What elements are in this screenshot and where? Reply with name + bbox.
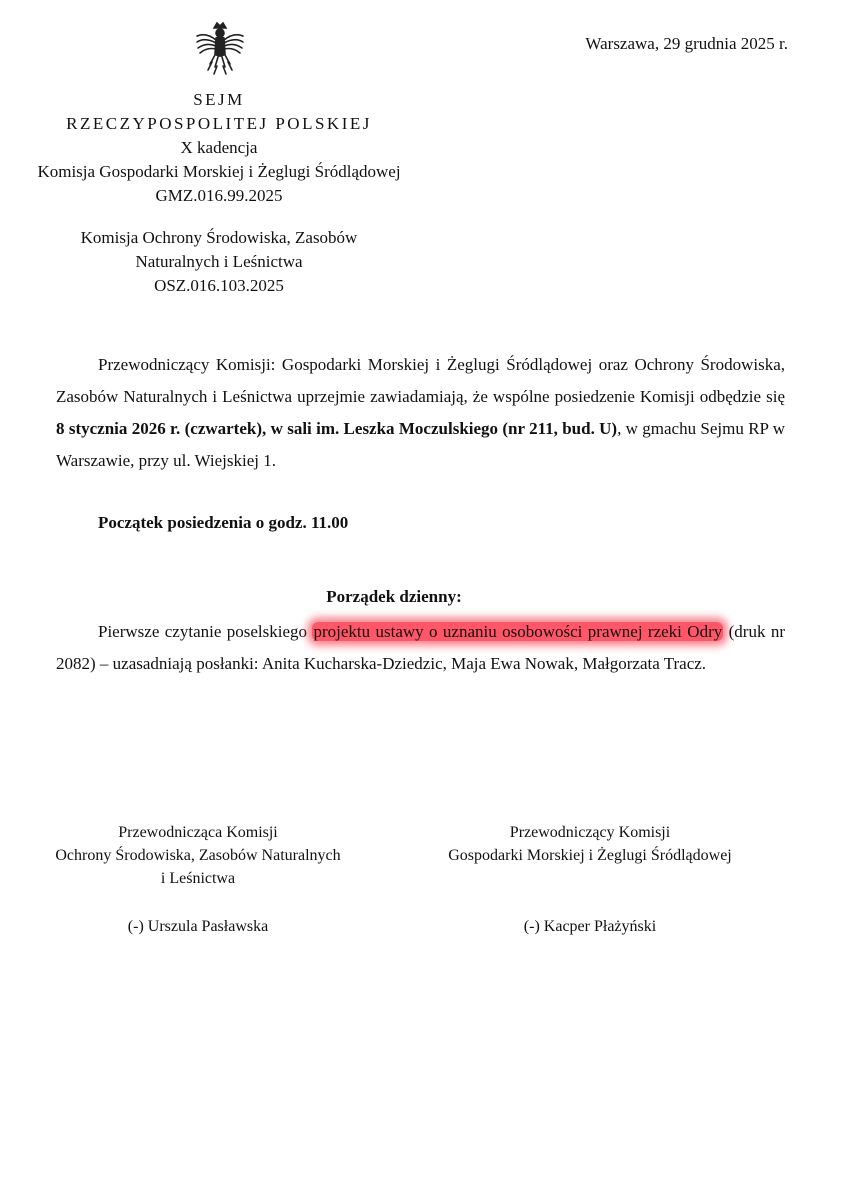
agenda-item bbox=[56, 616, 785, 680]
committee-maritime: Komisja Gospodarki Morskiej i Żeglugi Śródlądowej bbox=[37, 162, 401, 181]
committee-environment-line2: Naturalnych i Leśnictwa bbox=[135, 252, 303, 271]
signature-environment-chair bbox=[20, 821, 376, 938]
notice-text-part2: , w gmachu Sejmu RP w Warszawie, przy ul. Wiejskiej 1. bbox=[56, 419, 785, 470]
start-time: Początek posiedzenia o godz. 11.00 bbox=[98, 513, 349, 532]
signature-maritime-chair bbox=[410, 821, 770, 938]
notice-text-part1: Przewodniczący Komisji: Gospodarki Morskiej i Żeglugi Śródlądowej oraz Ochrony Środowiska, Zasobów Naturalnych i Leśnictwa uprzejmie zawiadamiają, że wspólne posiedzenie Komisji odbędzie się bbox=[56, 355, 785, 406]
republic-title: RZECZYPOSPOLITEJ POLSKIEJ bbox=[66, 114, 372, 133]
signature-left-title: Przewodnicząca Komisji bbox=[118, 824, 278, 841]
highlighted-bill-title: projektu ustawy o uznaniu osobowości prawnej rzeki Odry bbox=[313, 622, 723, 641]
signature-right-spacer bbox=[410, 867, 770, 890]
notice-date-location: 8 stycznia 2026 r. (czwartek), w sali im. Leszka Moczulskiego (nr 211, bud. U) bbox=[56, 419, 618, 438]
signature-left-name: (-) Urszula Pasławska bbox=[127, 918, 269, 935]
header-spacer bbox=[20, 208, 418, 226]
agenda-title: Porządek dzienny: bbox=[326, 587, 462, 606]
polish-eagle-emblem-icon bbox=[194, 20, 246, 76]
agenda-text-part1: Pierwsze czytanie poselskiego bbox=[98, 622, 313, 641]
reference-number-environment: OSZ.016.103.2025 bbox=[154, 276, 284, 295]
signature-right-name: (-) Kacper Płażyński bbox=[523, 918, 657, 935]
agenda-text-part2: (druk nr 2082) – uzasadniają posłanki: Anita Kucharska-Dziedzic, Maja Ewa Nowak, Małgorzata Tracz. bbox=[56, 622, 785, 673]
sejm-title: SEJM bbox=[193, 90, 245, 109]
document-date: Warszawa, 29 grudnia 2025 r. bbox=[585, 34, 788, 53]
signature-right-committee: Gospodarki Morskiej i Żeglugi Śródlądowej bbox=[448, 847, 732, 864]
term-label: X kadencja bbox=[180, 138, 258, 157]
signature-left-committee-line2: i Leśnictwa bbox=[160, 870, 236, 887]
reference-number-maritime: GMZ.016.99.2025 bbox=[155, 186, 283, 205]
sejm-header bbox=[20, 88, 418, 298]
signature-right-title: Przewodniczący Komisji bbox=[509, 824, 671, 841]
signature-left-committee-line1: Ochrony Środowiska, Zasobów Naturalnych bbox=[55, 847, 341, 864]
committee-environment-line1: Komisja Ochrony Środowiska, Zasobów bbox=[80, 228, 358, 247]
meeting-notice bbox=[56, 349, 785, 477]
